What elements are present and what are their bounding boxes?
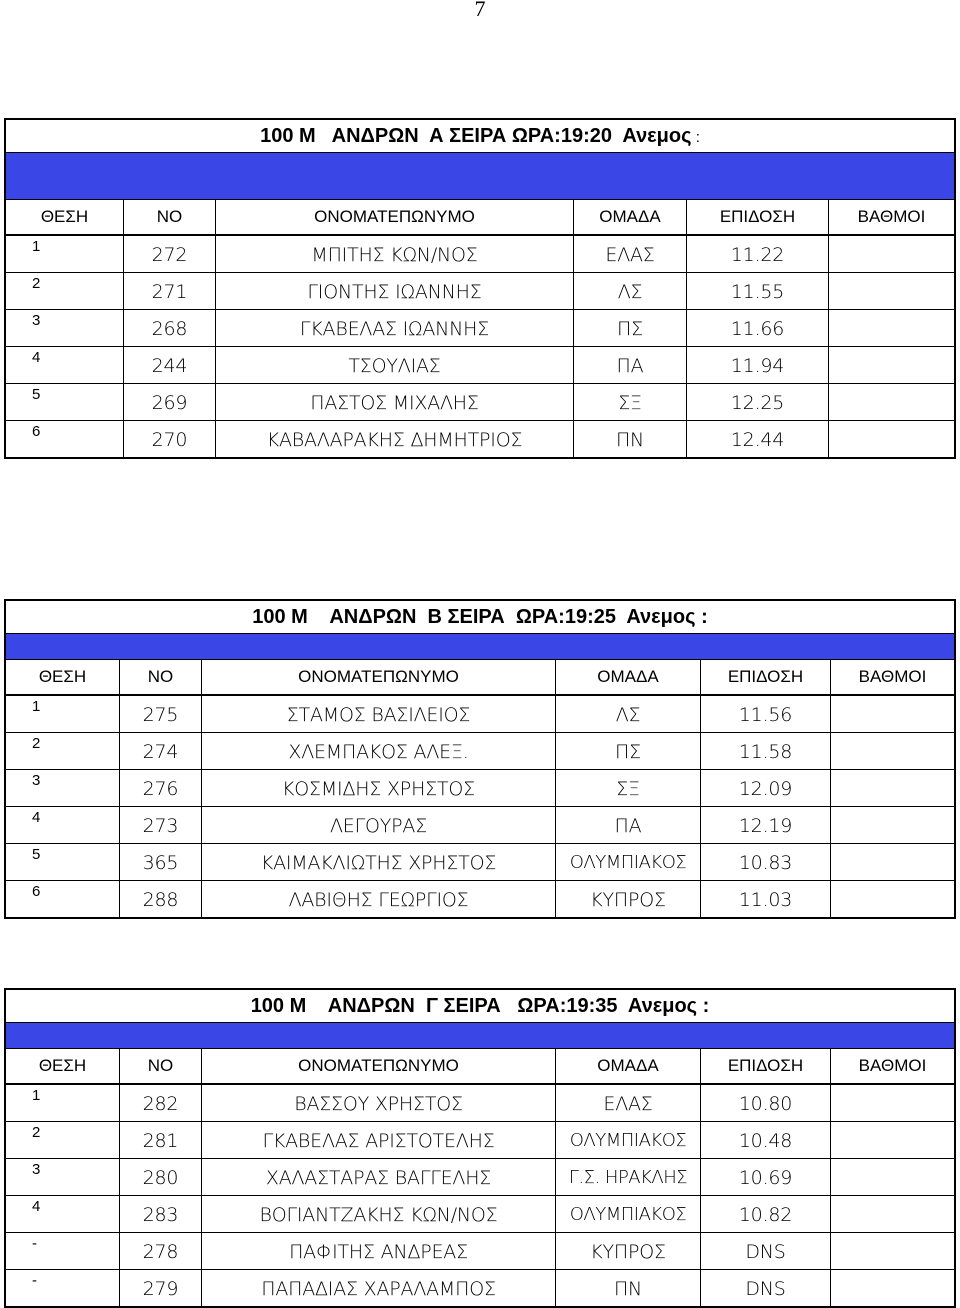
table-row [6, 1085, 954, 1122]
row-name: ΚΑΙΜΑΚΛΙΩΤΗΣ ΧΡΗΣΤΟΣ [202, 844, 556, 880]
row-team: Γ.Σ. ΗΡΑΚΛΗΣ [556, 1159, 701, 1195]
row-no: 272 [124, 236, 216, 272]
table-row [6, 733, 954, 770]
row-points [829, 347, 954, 383]
row-no: 280 [120, 1159, 202, 1195]
heat-c-table [4, 988, 956, 1308]
row-pos: 1 [6, 696, 120, 732]
row-points [829, 310, 954, 346]
row-points [831, 733, 954, 769]
row-team: ΕΛΑΣ [574, 236, 687, 272]
row-no: 276 [120, 770, 202, 806]
table-row [6, 696, 954, 733]
row-no: 282 [120, 1085, 202, 1121]
table-row [6, 1122, 954, 1159]
row-points [831, 1159, 954, 1195]
row-no: 279 [120, 1270, 202, 1306]
row-name: ΣΤΑΜΟΣ ΒΑΣΙΛΕΙΟΣ [202, 696, 556, 732]
row-points [829, 236, 954, 272]
col-mark-header: ΕΠΙΔΟΣΗ [701, 660, 831, 694]
row-name: ΚΑΒΑΛΑΡΑΚΗΣ ΔΗΜΗΤΡΙΟΣ [216, 421, 574, 457]
row-no: 278 [120, 1233, 202, 1269]
row-name: ΓΙΟΝΤΗΣ ΙΩΑΝΝΗΣ [216, 273, 574, 309]
heat-c-color-bar [6, 1023, 954, 1049]
col-team-header: ΟΜΑΔΑ [574, 200, 687, 234]
col-name-header: ΟΝΟΜΑΤΕΠΩΝΥΜΟ [216, 200, 574, 234]
row-points [831, 1085, 954, 1121]
row-mark: 10.83 [701, 844, 831, 880]
row-mark: DNS [701, 1270, 831, 1306]
row-team: ΟΛΥΜΠΙΑΚΟΣ [556, 1196, 701, 1232]
heat-b-table [4, 599, 956, 919]
row-pos: 5 [6, 844, 120, 880]
row-mark: 11.94 [687, 347, 829, 383]
row-pos: 2 [6, 733, 120, 769]
page-number: 7 [474, 0, 486, 21]
row-points [831, 770, 954, 806]
row-mark: 12.25 [687, 384, 829, 420]
heat-a-title [6, 120, 954, 153]
row-no: 273 [120, 807, 202, 843]
heat-c-title-text: 100 Μ ΑΝΔΡΩΝ Γ ΣΕΙΡΑ ΩΡΑ:19:35 Ανεμος : [250, 995, 710, 1017]
row-no: 268 [124, 310, 216, 346]
row-no: 244 [124, 347, 216, 383]
row-team: ΣΞ [574, 384, 687, 420]
heat-c-header-row [6, 1049, 954, 1085]
row-points [831, 1270, 954, 1306]
row-pos: 3 [6, 770, 120, 806]
heat-a-rows [6, 236, 954, 457]
row-name: ΠΑΦΙΤΗΣ ΑΝΔΡΕΑΣ [202, 1233, 556, 1269]
row-mark: 12.44 [687, 421, 829, 457]
row-pos: 2 [6, 273, 124, 309]
table-row [6, 770, 954, 807]
col-team-header: ΟΜΑΔΑ [556, 660, 701, 694]
col-points-header: ΒΑΘΜΟΙ [858, 1056, 927, 1075]
table-row [6, 1159, 954, 1196]
row-no: 269 [124, 384, 216, 420]
row-team: ΟΛΥΜΠΙΑΚΟΣ [556, 1122, 701, 1158]
heat-a-header-row [6, 200, 954, 236]
row-pos: 6 [6, 881, 120, 917]
row-team: ΛΣ [556, 696, 701, 732]
row-points [831, 881, 954, 917]
col-points-header: ΒΑΘΜΟΙ [857, 207, 926, 226]
heat-a-title-suffix: : [691, 129, 700, 146]
col-pos-header: ΘΕΣΗ [6, 660, 120, 694]
row-mark: 10.82 [701, 1196, 831, 1232]
row-no: 274 [120, 733, 202, 769]
col-mark-header: ΕΠΙΔΟΣΗ [687, 200, 829, 234]
row-name: ΤΣΟΥΛΙΑΣ [216, 347, 574, 383]
row-points [829, 421, 954, 457]
row-no: 281 [120, 1122, 202, 1158]
row-team: ΠΝ [556, 1270, 701, 1306]
row-points [831, 807, 954, 843]
row-pos: 4 [6, 1196, 120, 1232]
col-mark-header: ΕΠΙΔΟΣΗ [701, 1049, 831, 1083]
table-row [6, 421, 954, 457]
row-mark: 12.09 [701, 770, 831, 806]
row-team: ΣΞ [556, 770, 701, 806]
row-name: ΜΠΙΤΗΣ ΚΩΝ/ΝΟΣ [216, 236, 574, 272]
heat-b-title-text: 100 Μ ΑΝΔΡΩΝ Β ΣΕΙΡΑ ΩΡΑ:19:25 Ανεμος : [252, 606, 708, 628]
row-mark: 12.19 [701, 807, 831, 843]
row-pos: 2 [6, 1122, 120, 1158]
row-name: ΠΑΣΤΟΣ ΜΙΧΑΛΗΣ [216, 384, 574, 420]
col-name-header: ΟΝΟΜΑΤΕΠΩΝΥΜΟ [202, 660, 556, 694]
table-row [6, 273, 954, 310]
row-mark: 11.22 [687, 236, 829, 272]
row-team: ΟΛΥΜΠΙΑΚΟΣ [556, 844, 701, 880]
row-points [831, 1233, 954, 1269]
heat-c-title [6, 990, 954, 1023]
heat-a-table [4, 118, 956, 459]
table-row [6, 844, 954, 881]
row-points [831, 844, 954, 880]
heat-a-title-text: 100 Μ ΑΝΔΡΩΝ Α ΣΕΙΡΑ ΩΡΑ:19:20 Ανεμος [260, 125, 692, 147]
heat-b-header-row [6, 660, 954, 696]
row-pos: 1 [6, 1085, 120, 1121]
col-no-header: ΝΟ [120, 660, 202, 694]
row-no: 275 [120, 696, 202, 732]
row-no: 271 [124, 273, 216, 309]
row-pos: 6 [6, 421, 124, 457]
row-points [829, 384, 954, 420]
row-mark: DNS [701, 1233, 831, 1269]
row-team: ΛΣ [574, 273, 687, 309]
row-name: ΒΑΣΣΟΥ ΧΡΗΣΤΟΣ [202, 1085, 556, 1121]
heat-c-rows [6, 1085, 954, 1306]
row-mark: 11.66 [687, 310, 829, 346]
row-pos: 3 [6, 1159, 120, 1195]
table-row [6, 807, 954, 844]
table-row [6, 236, 954, 273]
col-pos-header: ΘΕΣΗ [6, 1049, 120, 1083]
heat-b-color-bar [6, 634, 954, 660]
row-team: ΚΥΠΡΟΣ [556, 881, 701, 917]
row-team: ΚΥΠΡΟΣ [556, 1233, 701, 1269]
row-team: ΠΣ [574, 310, 687, 346]
table-row [6, 1196, 954, 1233]
row-team: ΕΛΑΣ [556, 1085, 701, 1121]
col-pos-header: ΘΕΣΗ [6, 200, 124, 234]
row-no: 283 [120, 1196, 202, 1232]
table-row [6, 1233, 954, 1270]
row-team: ΠΑ [556, 807, 701, 843]
row-pos: - [6, 1233, 120, 1269]
row-team: ΠΣ [556, 733, 701, 769]
row-name: ΚΟΣΜΙΔΗΣ ΧΡΗΣΤΟΣ [202, 770, 556, 806]
row-name: ΛΑΒΙΘΗΣ ΓΕΩΡΓΙΟΣ [202, 881, 556, 917]
heat-b-rows [6, 696, 954, 917]
col-team-header: ΟΜΑΔΑ [556, 1049, 701, 1083]
row-name: ΓΚΑΒΕΛΑΣ ΙΩΑΝΝΗΣ [216, 310, 574, 346]
row-points [831, 1122, 954, 1158]
col-name-header: ΟΝΟΜΑΤΕΠΩΝΥΜΟ [202, 1049, 556, 1083]
table-row [6, 1270, 954, 1306]
row-team: ΠΑ [574, 347, 687, 383]
row-pos: 4 [6, 807, 120, 843]
row-points [829, 273, 954, 309]
row-points [831, 696, 954, 732]
row-pos: 3 [6, 310, 124, 346]
col-points-header: ΒΑΘΜΟΙ [858, 667, 927, 686]
row-name: ΛΕΓΟΥΡΑΣ [202, 807, 556, 843]
row-mark: 10.48 [701, 1122, 831, 1158]
row-pos: 5 [6, 384, 124, 420]
row-mark: 11.56 [701, 696, 831, 732]
col-no-header: ΝΟ [124, 200, 216, 234]
row-no: 270 [124, 421, 216, 457]
row-name: ΠΑΠΑΔΙΑΣ ΧΑΡΑΛΑΜΠΟΣ [202, 1270, 556, 1306]
heat-b-title [6, 601, 954, 634]
row-mark: 10.80 [701, 1085, 831, 1121]
table-row [6, 347, 954, 384]
row-pos: 1 [6, 236, 124, 272]
table-row [6, 310, 954, 347]
row-team: ΠΝ [574, 421, 687, 457]
row-name: ΧΑΛΑΣΤΑΡΑΣ ΒΑΓΓΕΛΗΣ [202, 1159, 556, 1195]
row-name: ΒΟΓΙΑΝΤΖΑΚΗΣ ΚΩΝ/ΝΟΣ [202, 1196, 556, 1232]
row-no: 288 [120, 881, 202, 917]
table-row [6, 384, 954, 421]
table-row [6, 881, 954, 917]
col-no-header: ΝΟ [120, 1049, 202, 1083]
row-mark: 11.03 [701, 881, 831, 917]
row-name: ΧΛΕΜΠΑΚΟΣ ΑΛΕΞ. [202, 733, 556, 769]
row-mark: 11.55 [687, 273, 829, 309]
row-no: 365 [120, 844, 202, 880]
row-points [831, 1196, 954, 1232]
row-name: ΓΚΑΒΕΛΑΣ ΑΡΙΣΤΟΤΕΛΗΣ [202, 1122, 556, 1158]
row-mark: 11.58 [701, 733, 831, 769]
heat-a-color-bar [6, 153, 954, 200]
row-pos: - [6, 1270, 120, 1306]
row-pos: 4 [6, 347, 124, 383]
row-mark: 10.69 [701, 1159, 831, 1195]
